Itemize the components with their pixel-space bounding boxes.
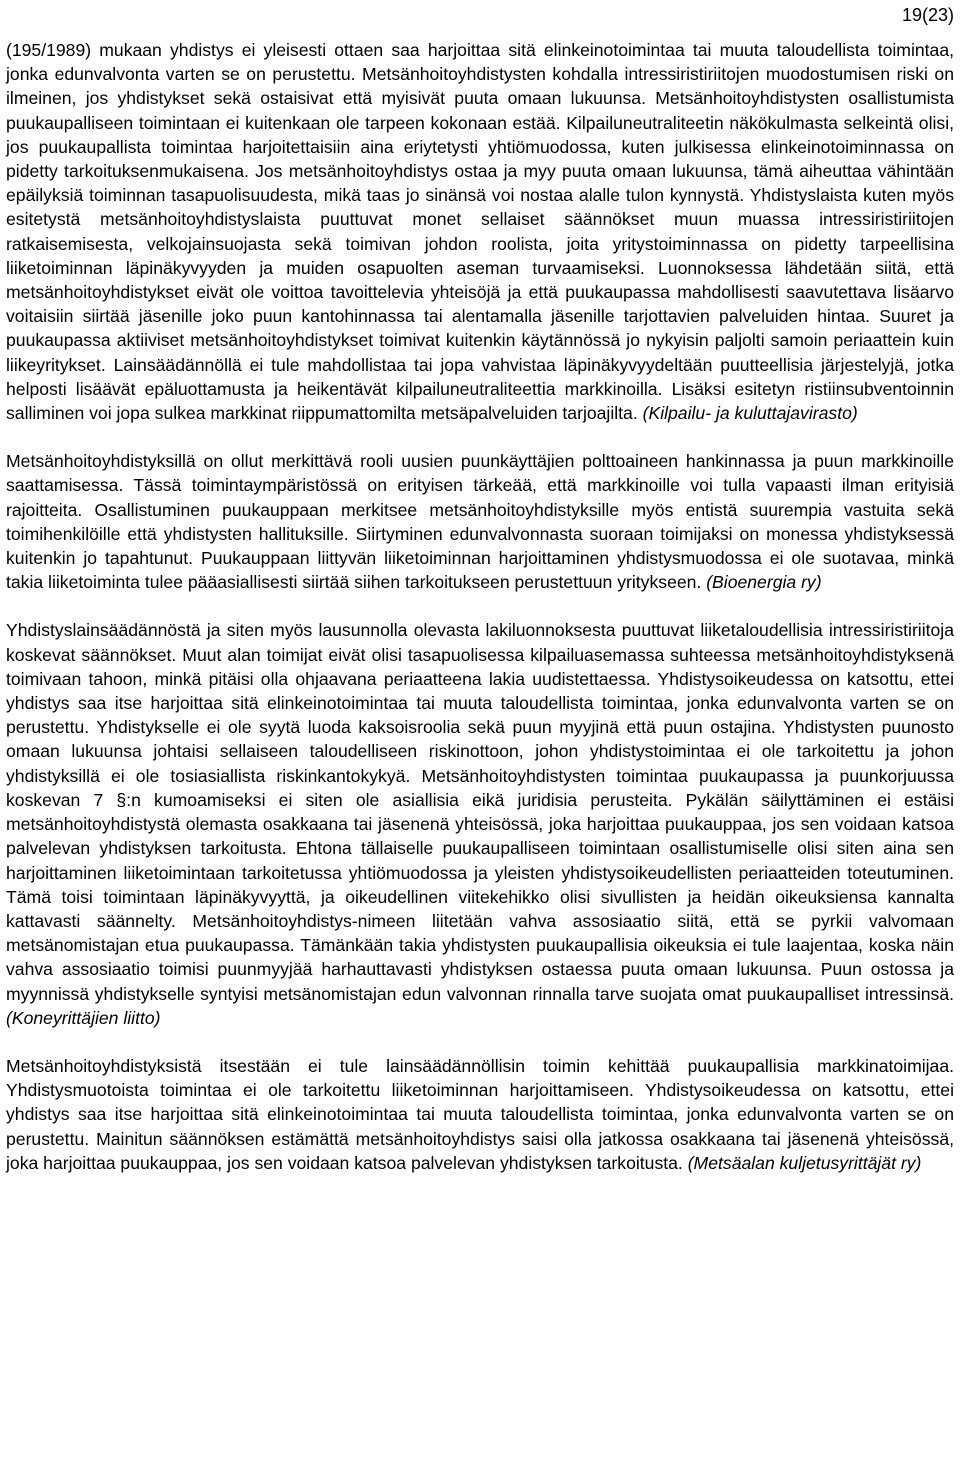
paragraph-text: (195/1989) mukaan yhdistys ei yleisesti ottaen saa harjoittaa sitä elinkeinotoimintaa tai muuta taloudellista toimintaa, jonka edunvalvonta varten se on perustettu. Metsänhoitoyhdistysten kohdalla intressiristiriitojen muodostumisen riski on ilmeinen, jos yhdistykset sekä ostaisivat että myisivät puuta omaan lukuunsa. Metsänhoitoyhdistysten osallistumista puukaupalliseen toimintaan ei kuitenkaan ole tarpeen kokonaan estää. Kilpailuneutraliteetin näkökulmasta selkeintä olisi, jos puukaupallista toimintaa harjoitettaisiin aina eriytetysti yhtiömuodossa, kuten julkisessa elinkeinotoiminnassa on pidetty tarkoituksenmukaisena. Jos metsänhoitoyhdistys ostaa ja myy puuta omaan lukuunsa, tämä aiheuttaa vähintään epäilyksiä toiminnan tasapuolisuudesta, mikä taas jo sinänsä voi nostaa alalle tulon kynnystä. Yhdistyslaista kuten myös esitetystä metsänhoitoyhdistyslaista puuttuvat monet sellaiset säännökset muun muassa intressiristiriitojen ratkaisemisesta, velkojainsuojasta sekä toimivan johdon roolista, joita yritystoiminnassa on pidetty tarpeellisina liiketoiminnan läpinäkyvyyden ja muiden osapuolten aseman turvaamiseksi. Luonnoksessa lähdetään siitä, että metsänhoitoyhdistykset eivät ole voittoa tavoittelevia yhteisöjä ja että puukaupassa mahdollisesti saavutettava lisäarvo voitaisiin siirtää jäsenille joko puun kantohinnassa tai alentamalla jäsenille tarjottavien palveluiden hintaa. Suuret ja puukaupassa aktiiviset metsänhoitoyhdistykset toimivat kuitenkin käytännössä jo nykyisin paljolti samoin periaattein kuin liikeyritykset. Lainsäädännöllä ei tule mahdollistaa tai jopa vahvistaa läpinäkyvyydeltään puutteellisia järjestelyjä, jotka helposti lisäävät epäluottamusta ja heikentävät kilpailuneutraliteettia markkinoilla. Lisäksi esitetyn ristiinsubventoinnin salliminen voi jopa sulkea markkinat riippumattomilta metsäpalveluiden tarjoajilta. xyxy=(6,40,954,424)
paragraph-text: Yhdistyslainsäädännöstä ja siten myös lausunnolla olevasta lakiluonnoksesta puuttuvat liiketaloudellisia intressiristiriitoja koskevat säännökset. Muut alan toimijat eivät olisi tasapuolisessa kilpailuasemassa suhteessa metsänhoitoyhdistyksenä toimivaan tahoon, minkä pitäisi olla ohjaavana periaatteena lakia uudistettaessa. Yhdistysoikeudessa on katsottu, ettei yhdistys saa itse harjoittaa sitä elinkeinotoimintaa tai muuta taloudellista toimintaa, jonka edunvalvonta varten se on perustettu. Yhdistykselle ei ole syytä luoda kaksoisroolia sekä puun myyjinä että puun ostajina. Yhdistysten puunosto omaan lukuunsa johtaisi sellaiseen taloudelliseen riskinottoon, johon yhdistystoimintaa ei ole tarkoitettu ja johon yhdistyksillä ei ole tosiasiallista riskinkantokykyä. Metsänhoitoyhdistysten toimintaa puukaupassa ja puunkorjuussa koskevan 7 §:n kumoamiseksi ei siten ole asiallisia eikä juridisia perusteita. Pykälän säilyttäminen ei estäisi metsänhoitoyhdistystä olemasta osakkaana tai jäsenenä yhteisössä, joka harjoittaa puukauppaa, jos sen voidaan katsoa palvelevan yhdistyksen tarkoitusta. Ehtona tällaiselle puukaupalliseen toimintaan osallistumiselle olisi siten aina sen harjoittaminen liiketoimintaan tarkoitetussa yhtiömuodossa ja yleisten yhdistysoikeudellisten periaatteiden toteutuminen. Tämä toisi toimintaan läpinäkyvyyttä, ja oikeudellinen viitekehikko olisi sivullisten ja heidän oikeuksiensa kannalta kattavasti säännelty. Metsänhoitoyhdistys-nimeen liitetään vahva assosiaatio siitä, että se pyrkii valvomaan metsänomistajan etua puukaupassa. Tämänkään takia yhdistysten puukaupallisia oikeuksia ei tule laajentaa, koska näin vahva assosiaatio toimisi puunmyyjää harhauttavasti yhdistyksen ostaessa puuta omaan lukuunsa. Puun ostossa ja myynnissä yhdistykselle syntyisi metsänomistajan edun valvonnan rinnalla tarve suojata omat puukaupalliset intressinsä. xyxy=(6,620,954,1004)
paragraph-1 xyxy=(6,38,954,425)
paragraph-4 xyxy=(6,1054,954,1175)
source-citation: (Metsäalan kuljetusyrittäjät ry) xyxy=(687,1152,922,1173)
source-citation: (Koneyrittäjien liitto) xyxy=(6,1007,161,1028)
paragraph-3 xyxy=(6,618,954,1029)
paragraph-text: Metsänhoitoyhdistyksistä itsestään ei tule lainsäädännöllisin toimin kehittää puukaupallisia markkinatoimijaa. Yhdistysmuotoista toimintaa ei ole tarkoitettu liiketoiminnan harjoittamiseen. Yhdistysoikeudessa on katsottu, ettei yhdistys saa itse harjoittaa sitä elinkeinotoimintaa tai muuta taloudellista toimintaa, jonka edunvalvonta varten se on perustettu. Mainitun säännöksen estämättä metsänhoitoyhdistys saisi olla jatkossa osakkaana tai jäsenenä yhteisössä, joka harjoittaa puukauppaa, jos sen voidaan katsoa palvelevan yhdistyksen tarkoitusta. xyxy=(6,1055,954,1173)
document-body xyxy=(6,38,954,1175)
paragraph-2 xyxy=(6,449,954,594)
page-number: 19(23) xyxy=(901,5,954,25)
source-citation: (Bioenergia ry) xyxy=(706,572,822,593)
paragraph-text: Metsänhoitoyhdistyksillä on ollut merkittävä rooli uusien puunkäyttäjien polttoaineen hankinnassa ja puun markkinoille saattamisessa. Tässä toimintaympäristössä on erityisen tärkeää, että markkinoille voi tulla vapaasti ilman erityisiä rajoitteita. Osallistuminen puukauppaan merkitsee metsänhoitoyhdistyksille myös entistä suurempia vastuita sekä toimihenkilöille että yhdistysten hallituksille. Siirtyminen edunvalvonnasta suoraan toimijaksi on monessa yhdistyksessä kuitenkin jo tapahtunut. Puukauppaan liittyvän liiketoiminnan harjoittaminen yhdistysmuodossa ei ole suotavaa, minkä takia liiketoiminta tulee pääasiallisesti siirtää siihen tarkoitukseen perustettuun yritykseen. xyxy=(6,451,954,593)
source-citation: (Kilpailu- ja kuluttajavirasto) xyxy=(642,403,858,424)
